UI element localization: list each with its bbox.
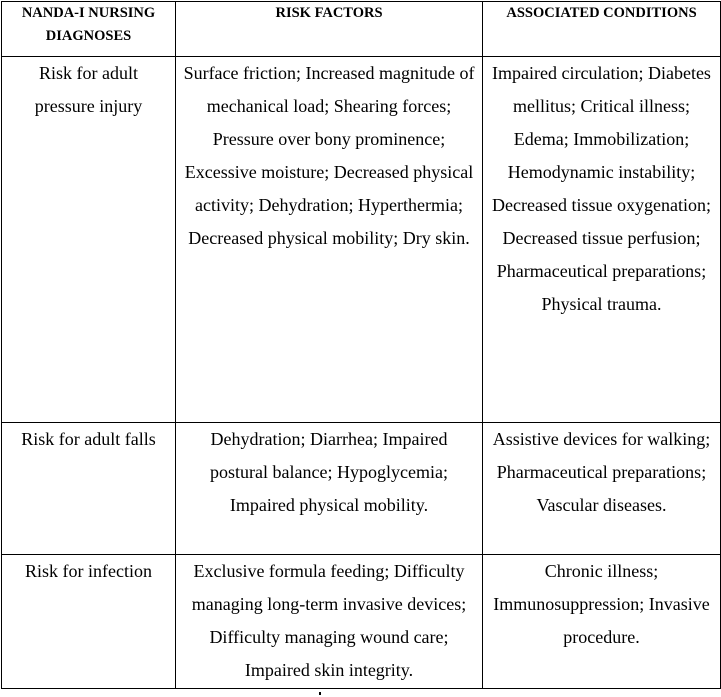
diagnosis-cell: Risk for adult pressure injury	[2, 57, 176, 423]
nursing-diagnoses-table	[1, 1, 721, 689]
table-row	[2, 57, 721, 423]
table-body	[2, 57, 721, 689]
associated-conditions-cell: Impaired circulation; Diabetes mellitus; Critical illness; Edema; Immobilization; Hemodynamic instability; Decreased tissue oxygenation; Decreased tissue perfusion; Pharmaceutical preparations; Physical trauma.	[483, 57, 721, 423]
header-associated-conditions: ASSOCIATED CONDITIONS	[483, 2, 721, 57]
risk-factors-cell: Dehydration; Diarrhea; Impaired postural balance; Hypoglycemia; Impaired physical mobility.	[176, 423, 483, 555]
associated-conditions-cell: Chronic illness; Immunosuppression; Invasive procedure.	[483, 555, 721, 689]
diagnosis-cell: Risk for adult falls	[2, 423, 176, 555]
table-row	[2, 423, 721, 555]
table-header	[2, 2, 721, 57]
associated-conditions-cell: Assistive devices for walking; Pharmaceutical preparations; Vascular diseases.	[483, 423, 721, 555]
diagnosis-cell: Risk for infection	[2, 555, 176, 689]
header-risk-factors: RISK FACTORS	[176, 2, 483, 57]
stray-mark	[319, 692, 321, 695]
risk-factors-cell: Exclusive formula feeding; Difficulty managing long-term invasive devices; Difficulty managing wound care; Impaired skin integrity.	[176, 555, 483, 689]
header-row	[2, 2, 721, 57]
risk-factors-cell: Surface friction; Increased magnitude of mechanical load; Shearing forces; Pressure over bony prominence; Excessive moisture; Decreased physical activity; Dehydration; Hyperthermia; Decreased physical mobility; Dry skin.	[176, 57, 483, 423]
header-diagnoses: NANDA-I NURSING DIAGNOSES	[2, 2, 176, 57]
table-row	[2, 555, 721, 689]
